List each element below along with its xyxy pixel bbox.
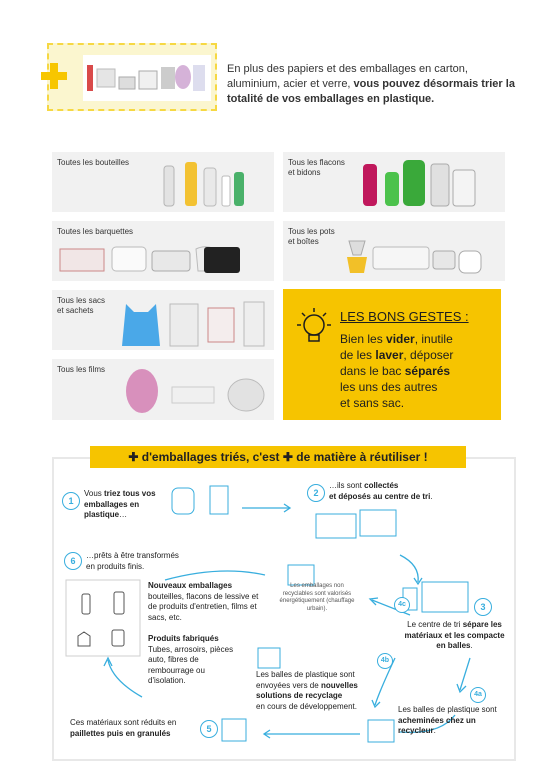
step-4a-text: Les balles de plastique sont acheminées chez un recycleur. — [398, 705, 497, 735]
process-banner: ✚ d'emballages triés, c'est ✚ de matière à réutiliser ! — [90, 446, 466, 468]
card-label: Toutes les barquettes — [57, 227, 134, 236]
plus-icon: ✚ — [128, 450, 139, 464]
card-label: Tous les pots et boîtes — [288, 227, 335, 246]
step-2-number: 2 — [307, 484, 325, 502]
step-3-text: Le centre de tri sépare les matériaux et les compacte en balles. — [404, 620, 505, 650]
step-4b-text: Les balles de plastique sont envoyées vers de nouvelles solutions de recyclage en cours de développement. — [256, 670, 358, 711]
card-label: Tous les flacons et bidons — [288, 158, 345, 177]
bons-gestes-text: Bien les vider, inutile de les laver, déposer dans le bac séparés les uns des autres et sans sac. — [340, 332, 454, 410]
step-4b-number: 4b — [377, 653, 393, 669]
step-3-number: 3 — [474, 598, 492, 616]
step-6-number: 6 — [64, 552, 82, 570]
plus-icon: ✚ — [282, 450, 293, 464]
step-5-number: 5 — [200, 720, 218, 738]
step-1-number: 1 — [62, 492, 80, 510]
products-text: Produits fabriqués Tubes, arrosoirs, pièces auto, fibres de rembourrage ou d'isolation. — [148, 634, 234, 685]
step-4a-number: 4a — [470, 687, 486, 703]
intro-text: En plus des papiers et des emballages en carton, aluminium, acier et verre, vous pouvez désormais trier la totalité de vos emballages en plastique. — [227, 63, 515, 105]
card-label: Tous les sacs et sachets — [57, 296, 106, 315]
new-packaging-text: Nouveaux emballages bouteilles, flacons de lessive et de produits d'entretien, films et sacs, etc. — [148, 581, 259, 622]
step-5-text: Ces matériaux sont réduits en paillettes puis en granulés — [70, 718, 177, 738]
step-4c-number: 4c — [394, 597, 410, 613]
bons-gestes-title: LES BONS GESTES : — [340, 309, 469, 324]
card-label: Toutes les bouteilles — [57, 158, 130, 167]
step-6-text: …prêts à être transformés en produits finis. — [86, 551, 179, 571]
step-2-text: …ils sont collectés et déposés au centre de tri. — [329, 481, 433, 501]
step-1-text: Vous triez tous vos emballages en plastique… — [84, 489, 156, 519]
step-4c-text: Les emballages non recyclables sont valorisés énergétiquement (chauffage urbain). — [279, 583, 355, 612]
card-label: Tous les films — [57, 365, 106, 374]
